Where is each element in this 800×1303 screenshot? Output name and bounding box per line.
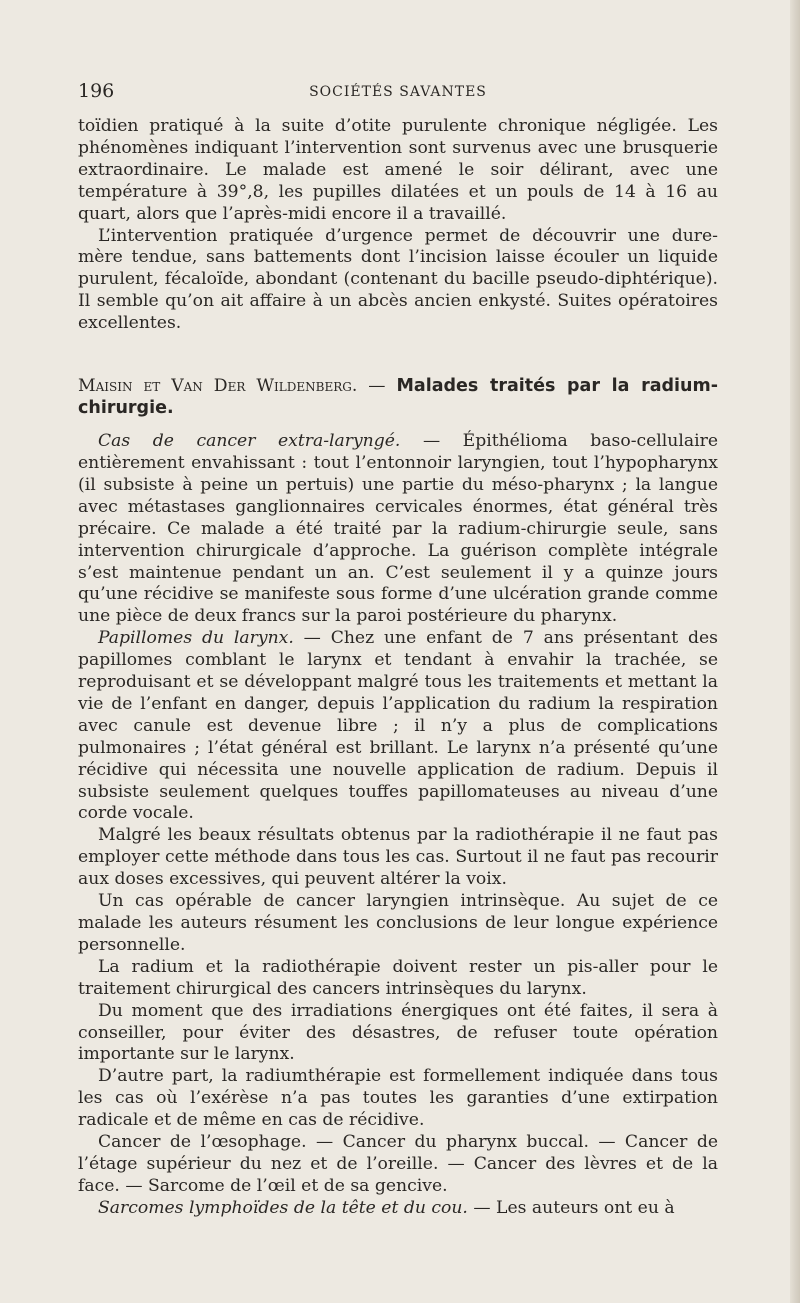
journal-title: SOCIÉTÉS SAVANTES [309, 84, 487, 100]
paragraph-cancers-list: Cancer de l’œsophage. — Cancer du pharynx buccal. — Cancer de l’étage supérieur du nez et de l’oreille. — Cancer des lèvres et de la face. — Sarcome de l’œil et de sa gencive. [78, 1132, 718, 1196]
case-text-papillomes: — Chez une enfant de 7 ans présentant des papillomes comblant le larynx et tendant à envahir la trachée, se reproduisant et se développant malgré tous les traitements et mettant la vie de l’enfant en danger, depuis l’application du radium la respiration avec canule est devenue libre ; il n’y a plus de complications pulmonaires ; l’état général est brillant. Le larynx n’a présenté qu’une récidive qui nécessita une nouvelle application de radium. Depuis il subsiste seulement quelques touffes papillomateuses au niveau d’une corde vocale. [78, 628, 718, 824]
section-authors: Maisin et Van Der Wildenberg. [78, 376, 358, 397]
paragraph-irradiations: Du moment que des irradiations énergiques ont été faites, il sera à conseiller, pour éviter des désastres, de refuser toute opération importante sur le larynx. [78, 1000, 718, 1065]
body-text [78, 116, 718, 1220]
page-number: 196 [78, 80, 115, 102]
case-title-extra-laryngien: Cas de cancer extra-laryngé. [98, 431, 401, 452]
case-title-sarcomes: Sarcomes lymphoïdes de la tête et du cou. [98, 1197, 468, 1218]
case-text-extra-laryngien: — Épithélioma baso-cellulaire entièrement envahissant : tout l’entonnoir laryngien, tout l’hypopharynx (il subsiste à peine un pertuis) une partie du méso-pharynx ; la langue avec métastases ganglionnaires cervicales énormes, état général très précaire. Ce malade a été traité par la radium-chirurgie seule, sans intervention chirurgicale d’approche. La guérison complète intégrale s’est maintenue pendant un an. C’est seulement il y a quinze jours qu’une récidive se manifeste sous forme d’une ulcération grande comme une pièce de deux francs sur la paroi postérieure du pharynx. [78, 431, 718, 627]
paragraph-radiumtherapie: D’autre part, la radiumthérapie est formellement indiquée dans tous les cas où l’exérèse n’a pas toutes les garanties d’une extirpation radicale et de même en cas de récidive. [78, 1066, 718, 1131]
paragraph-radium: La radium et la radiothérapie doivent rester un pis-aller pour le traitement chirurgical des cancers intrinsèques du larynx. [78, 956, 718, 999]
section-spacer [78, 335, 718, 375]
paragraph-cas-operable: Un cas opérable de cancer laryngien intrinsèque. Au sujet de ce malade les auteurs résument les conclusions de leur longue expérience personnelle. [78, 891, 718, 955]
page-edge [790, 0, 800, 1303]
paragraph-intervention: L’intervention pratiquée d’urgence permet de découvrir une dure-mère tendue, sans battements dont l’incision laisse écouler un liquide purulent, fécaloïde, abondant (contenant du bacille pseudo-diphtérique). Il semble qu’on ait affaire à un abcès ancien enkysté. Suites opératoires excellentes. [78, 225, 718, 334]
paragraph-papillomes [78, 628, 718, 825]
paragraph-sarcomes [78, 1198, 718, 1220]
running-header [78, 80, 718, 106]
case-text-sarcomes: — Les auteurs ont eu à [473, 1197, 675, 1218]
paragraph-otite: toïdien pratiqué à la suite d’otite purulente chronique négligée. Les phénomènes indiquant l’intervention sont survenus avec une brusquerie extraordinaire. Le malade est amené le soir délirant, avec une température à 39°,8, les pupilles dilatées et un pouls de 14 à 16 au quart, alors que l’après-midi encore il a travaillé. [78, 116, 718, 224]
heading-dash: — [368, 376, 386, 397]
section-heading [78, 375, 718, 419]
document-page [78, 80, 718, 1220]
paragraph-cancer-extra-laryngien [78, 431, 718, 628]
section-title: Malades traités par la radium-chirurgie. [78, 376, 718, 419]
paragraph-malgre: Malgré les beaux résultats obtenus par la radiothérapie il ne faut pas employer cette méthode dans tous les cas. Surtout il ne faut pas recourir aux doses excessives, qui peuvent altérer la voix. [78, 825, 718, 890]
case-title-papillomes: Papillomes du larynx. [98, 628, 294, 649]
